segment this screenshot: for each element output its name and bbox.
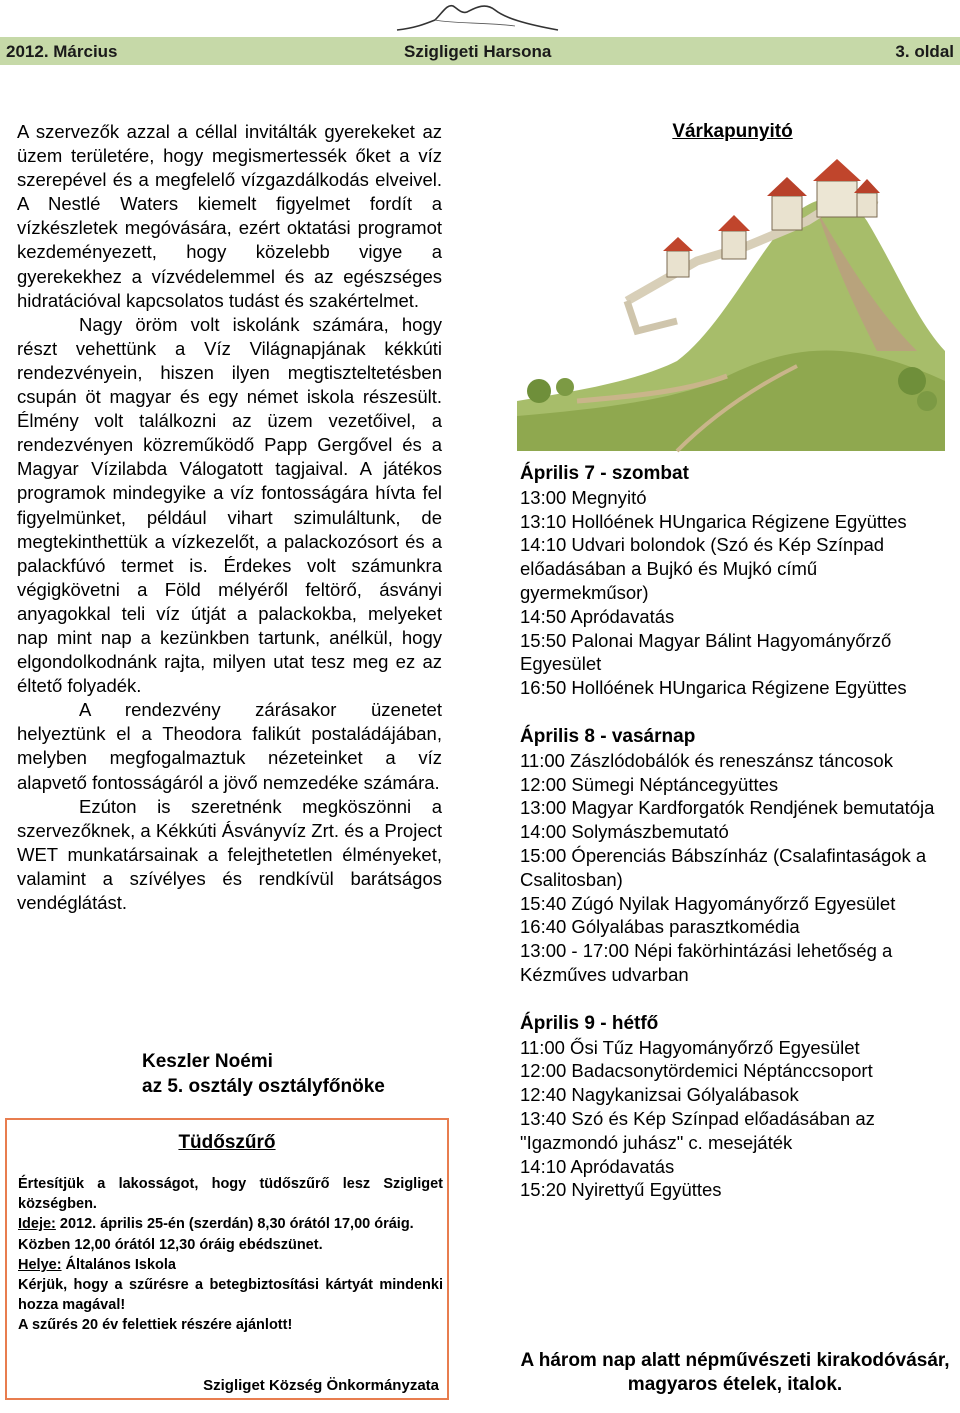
screening-when <box>18 1214 443 1234</box>
program-item: 11:00 Zászlódobálók és reneszánsz táncosok <box>520 749 893 771</box>
issue-date: 2012. Március <box>6 42 118 61</box>
screening-line: Értesítjük a lakosságot, hogy tüdőszűrő lesz Szigliget községben. <box>18 1176 443 1213</box>
program-item: 14:50 Apródavatás <box>520 605 675 627</box>
program-item: 16:50 Hollóének HUngarica Régizene Együttes <box>520 677 907 699</box>
article-paragraph: A rendezvény zárásakor üzenetet helyeztünk el a Theodora falikút postaládájában, melyben megfogalmaztuk nézeteinket a víz alapvető fontosságáról a jövő nemzedéke számára. <box>17 699 442 793</box>
program-day <box>520 462 950 700</box>
screening-request: Kérjük, hogy a szűrésre a betegbiztosítási kártyát mindenki hozza magával! <box>18 1277 443 1314</box>
screening-notice-box <box>5 1118 449 1400</box>
program-item: 11:00 Ősi Tűz Hagyományőrző Egyesület <box>520 1036 860 1058</box>
program-item: 14:00 Solymászbemutató <box>520 821 729 843</box>
fair-notice: A három nap alatt népművészeti kirakodóvásár, magyaros ételek, italok. <box>520 1350 950 1395</box>
place-label: Helye: <box>18 1256 62 1273</box>
program-item: 12:40 Nagykanizsai Gólyalábasok <box>520 1084 799 1106</box>
page-number: 3. oldal <box>895 42 954 61</box>
program-item: 16:40 Gólyalábas parasztkomédia <box>520 916 800 938</box>
program-item: 14:10 Udvari bolondok (Szó és Kép Színpad előadásában a Bujkó és Mujkó című gyermekműsor) <box>520 534 885 603</box>
program-item: 12:00 Badacsonytördemici Néptánccsoport <box>520 1060 873 1082</box>
program-item: 15:20 Nyirettyű Együttes <box>520 1179 722 1201</box>
program-item: 15:50 Palonai Magyar Bálint Hagyományőrző Egyesület <box>520 629 892 675</box>
place-value: Általános Iskola <box>61 1256 176 1273</box>
program-item: 14:10 Apródavatás <box>520 1155 675 1177</box>
hill-logo-icon <box>395 0 560 36</box>
author-role: az 5. osztály osztályfőnöke <box>142 1076 385 1097</box>
screening-break: Közben 12,00 órától 12,30 óráig ebédszünet. <box>18 1236 323 1253</box>
program-item: 15:40 Zúgó Nyilak Hagyományőrző Egyesület <box>520 892 896 914</box>
newspaper-title: Szigligeti Harsona <box>404 42 552 61</box>
program-item: 15:00 Óperenciás Bábszínház (Csalafintaságok a Csalitosban) <box>520 844 927 890</box>
header-band <box>0 37 960 65</box>
when-value: 2012. április 25-én (szerdán) 8,30 órától 17,00 óráig. <box>55 1216 414 1233</box>
article-signature <box>142 1049 385 1099</box>
when-label: Ideje: <box>18 1216 56 1233</box>
screening-age: A szűrés 20 év felettiek részére ajánlott! <box>18 1317 293 1334</box>
screening-title: Tüdőszűrő <box>178 1132 276 1153</box>
article-paragraph: Nagy öröm volt iskolánk számára, hogy részt vehettünk a Víz Világnapjának kékkúti rendezvényein, hiszen ilyen megtiszteltetésben csupán öt magyar és egy német iskola részesült. Élmény volt találkozni az üzem vezetőivel, a rendezvényen közreműködő Papp Gergővel és a Magyar Vízilabda Válogatott tagjaival. A játékos programok mindegyike a víz fontosságára hívta fel figyelmünket, például vihart szimuláltunk, de megtekinthettük a vízkezelőt, a palackozósort és a palackfúvó termet is. Érdekes volt számunkra végigkövetni a Föld mélyéről feltörő, ásványi anyagokkal teli víz útját a palackokba, melyeket nap mint nap a kezünkben tartunk, anélkül, hogy elgondolkodnánk rajta, milyen utat tesz meg ez az éltető folyadék. <box>17 313 442 697</box>
program-item: 13:00 Megnyitó <box>520 486 647 508</box>
day-heading: Április 8 - vasárnap <box>520 725 696 747</box>
program-day <box>520 1012 950 1202</box>
screening-place <box>18 1255 443 1275</box>
author-name: Keszler Noémi <box>142 1051 273 1072</box>
article-body <box>17 120 442 915</box>
program-item: 13:10 Hollóének HUngarica Régizene Együttes <box>520 510 907 532</box>
program-item: 13:00 Magyar Kardforgatók Rendjének bemutatója <box>520 797 935 819</box>
screening-body <box>18 1174 443 1336</box>
screening-footer: Szigliget Község Önkormányzata <box>203 1377 439 1394</box>
article-paragraph: A szervezők azzal a céllal invitálták gyerekeket az üzem területére, hogy megismertessék őket a víz szerepével és a megfelelő vízgazdálkodás elveivel. A Nestlé Waters kiemelt figyelmet fordít a vízkészletek megóvására, ezért oktatási programot kezdeményezett, hogy közelebb vigye a gyerekekhez a vízvédelemmel és az egészséges hidratációval kapcsolatos tudást és szakértelmet. <box>17 121 442 311</box>
program-item: 13:00 - 17:00 Népi fakörhintázási lehetőség a Kézműves udvarban <box>520 940 893 985</box>
day-heading: Április 9 - hétfő <box>520 1012 659 1034</box>
program-schedule <box>520 462 950 1202</box>
program-day <box>520 725 950 987</box>
program-item: 12:00 Sümegi Néptáncegyüttes <box>520 773 779 795</box>
program-item: 13:40 Szó és Kép Színpad előadásában az "Igazmondó juhász" c. mesejáték <box>520 1107 875 1153</box>
castle-illustration <box>517 151 945 453</box>
article-paragraph: Ezúton is szeretnénk megköszönni a szervezőknek, a Kékkúti Ásványvíz Zrt. és a Project WET munkatársainak a felejthetetlen élményeket, valamint a szívélyes és rendkívül barátságos vendéglátást. <box>17 795 442 913</box>
day-heading: Április 7 - szombat <box>520 463 689 484</box>
program-title: Várkapunyitó <box>672 121 793 142</box>
